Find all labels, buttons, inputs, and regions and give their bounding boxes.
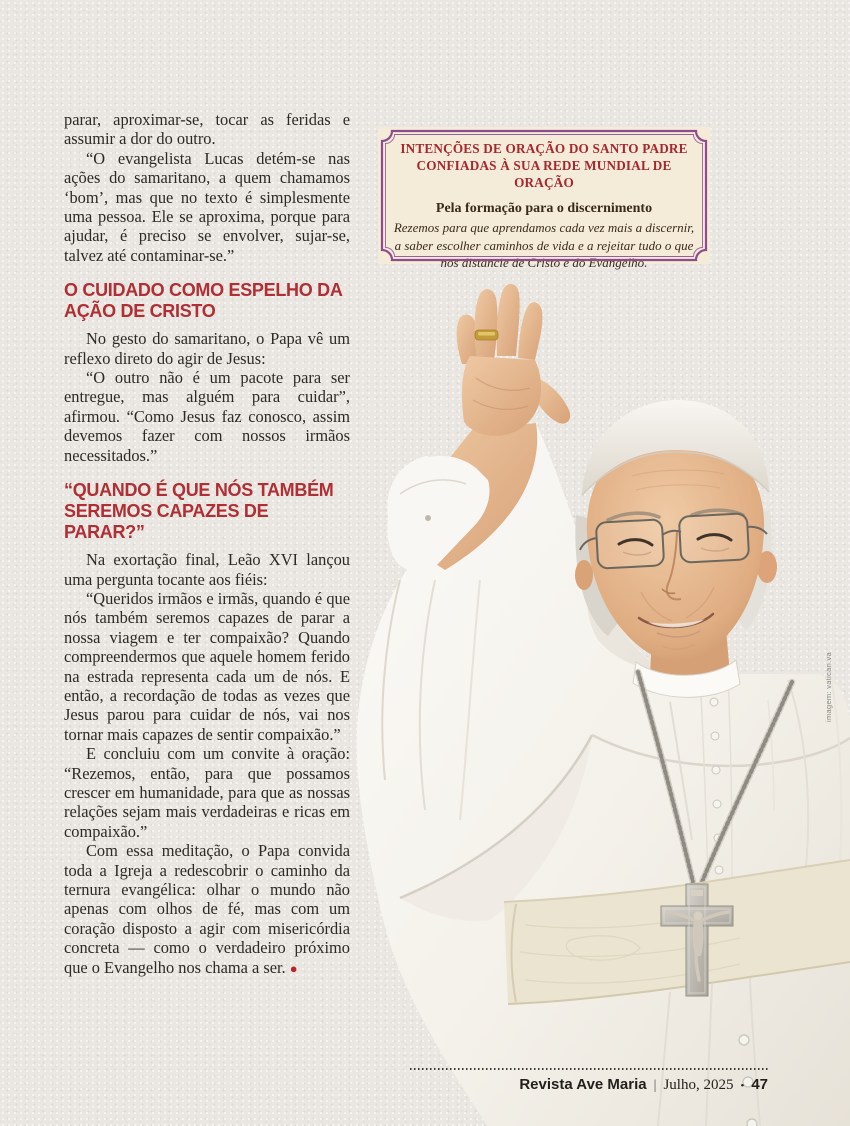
page-footer: [410, 1068, 768, 1094]
left-ear: [575, 560, 593, 590]
gold-ring: [475, 330, 498, 340]
pope-head: [575, 400, 777, 661]
paragraph: Na exortação final, Leão XVI lançou uma pergunta tocante aos fiéis:: [64, 550, 350, 589]
footer-dotted-rule: [410, 1068, 768, 1070]
issue-date: Julho, 2025: [663, 1077, 734, 1093]
paragraph: No gesto do samaritano, o Papa vê um reflexo direto do agir de Jesus:: [64, 329, 350, 368]
paragraph: [64, 841, 350, 978]
paragraph-text: Com essa meditação, o Papa convida toda a Igreja a redescobrir o caminho da ternura evangélica: olhar o mundo não apenas com olhos de fé, mas com um coração disposto a agir com misericórdia concreta — como o verdadeiro próximo que o Evangelho nos chama a ser.: [64, 841, 350, 977]
box-title: INTENÇÕES DE ORAÇÃO DO SANTO PADRE CONFIADAS À SUA REDE MUNDIAL DE ORAÇÃO: [400, 141, 688, 190]
paragraph: “O outro não é um pacote para ser entregue, mas alguém para cuidar”, afirmou. “Como Jesus faz conosco, assim devemos fazer com nossos irmãos necessitados.”: [64, 368, 350, 465]
cufflink: [425, 515, 431, 521]
box-subtitle: Pela formação para o discernimento: [435, 201, 653, 216]
section-heading-cuidado: O CUIDADO COMO ESPELHO DA AÇÃO DE CRISTO: [64, 280, 342, 322]
paragraph: parar, aproximar-se, tocar as feridas e assumir a dor do outro.: [64, 110, 350, 149]
end-of-article-dot: ●: [289, 960, 298, 976]
photo-credit: imagem: vatican.va: [824, 651, 833, 722]
paragraph: “O evangelista Lucas detém-se nas ações do samaritano, a quem chamamos ‘bom’, mas que no texto é simplesmente uma pessoa. Ele se aproxima, porque para ajudar, é preciso se envolver, sujar-se, talvez até contaminar-se.”: [64, 148, 350, 265]
box-body: Rezemos para que aprendamos cada vez mais a discernir, a saber escolher caminhos de vida e a rejeitar tudo o que nos distancie de Cristo e do Evangelho.: [393, 220, 695, 270]
page-number: 47: [751, 1076, 768, 1093]
footer-separator: |: [653, 1078, 657, 1093]
footer-bullet: •: [740, 1080, 745, 1092]
article-column: [64, 110, 350, 978]
paragraph: E concluiu com um convite à oração: “Rezemos, então, para que possamos crescer em humanidade, para que as nossas relações sejam mais verdadeiras e ricas em compaixão.”: [64, 744, 350, 841]
footer-text: [410, 1076, 768, 1094]
section-heading-quando: “QUANDO É QUE NÓS TAMBÉM SEREMOS CAPAZES DE PARAR?”: [64, 480, 334, 543]
prayer-intentions-box: [378, 127, 710, 270]
paragraph: “Queridos irmãos e irmãs, quando é que nós também seremos capazes de parar a nossa viagem e ter compaixão? Quando compreendermos que aquele homem ferido na estrada representa cada um de nós. E então, a recordação de todas as vezes que Jesus parou para cuidar de nós, vai nos tornar mais capazes de sentir compaixão.”: [64, 588, 350, 744]
magazine-name: Revista Ave Maria: [519, 1076, 647, 1093]
pope-photo: [340, 280, 850, 1126]
